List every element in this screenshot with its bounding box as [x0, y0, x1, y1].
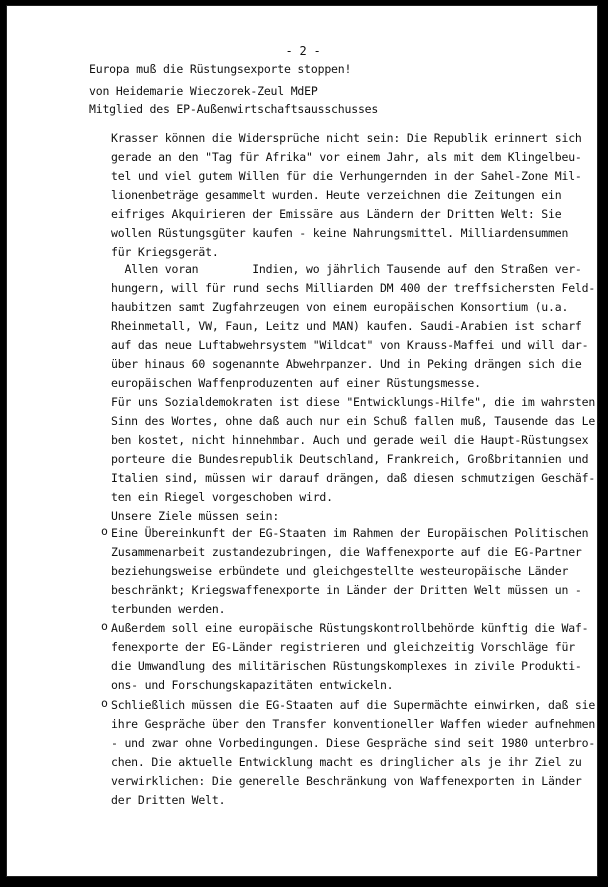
text-line: ons- und Forschungskapazitäten entwickeln.: [111, 678, 394, 692]
text-line: hungern, will für rund sechs Milliarden DM 400 der treffsichersten Feld-: [111, 281, 596, 295]
text-line: terbunden werden.: [111, 602, 226, 616]
text-line: eifriges Akquirieren der Emissäre aus Ländern der Dritten Welt: Sie: [111, 207, 562, 221]
text-line: ihre Gespräche über den Transfer konventioneller Waffen wieder aufnehmen: [111, 717, 596, 731]
bullet-marker: o: [101, 696, 108, 710]
paragraph-intro: [111, 129, 582, 262]
text-line: haubitzen samt Zugfahrzeugen von einem europäischen Konsortium (u.a.: [111, 300, 569, 314]
text-line: beschränkt; Kriegswaffenexporte in Länder der Dritten Welt müssen un -: [111, 583, 582, 597]
text-line: Für uns Sozialdemokraten ist diese "Entwicklungs-Hilfe", die im wahrsten: [111, 395, 596, 409]
text-line: gerade an den "Tag für Afrika" vor einem Jahr, als mit dem Klingelbeu-: [111, 150, 582, 164]
text-line: - und zwar ohne Vorbedingungen. Diese Gespräche sind seit 1980 unterbro-: [111, 736, 596, 750]
text-line: fenexporte der EG-Länder registrieren und gleichzeitig Vorschläge für: [111, 640, 575, 654]
text-line: Außerdem soll eine europäische Rüstungskontrollbehörde künftig die Waf-: [111, 621, 589, 635]
article-title: Europa muß die Rüstungsexporte stoppen!: [89, 62, 352, 76]
text-line: Krasser können die Widersprüche nicht sein: Die Republik erinnert sich: [111, 131, 582, 145]
text-line: beziehungsweise erbündete und gleichgestellte westeuropäische Länder: [111, 564, 569, 578]
text-line: chen. Die aktuelle Entwicklung macht es dringlicher als je ihr Ziel zu: [111, 755, 582, 769]
bullet-marker: o: [101, 619, 108, 633]
text-line: porteure die Bundesrepublik Deutschland, Frankreich, Großbritannien und: [111, 452, 589, 466]
text-line: lionenbeträge gesammelt wurden. Heute verzeichnen die Zeitungen ein: [111, 188, 562, 202]
text-line: tel und viel gutem Willen für die Verhungernden in der Sahel-Zone Mil-: [111, 169, 582, 183]
text-line: wollen Rüstungsgüter kaufen - keine Nahrungsmittel. Milliardensummen: [111, 226, 569, 240]
text-line: verwirklichen: Die generelle Beschränkung von Waffenexporten in Länder: [111, 774, 582, 788]
text-line: Sinn des Wortes, ohne daß auch nur ein Schuß fallen muß, Tausende das Le-: [111, 414, 602, 428]
text-line: Zusammenarbeit zustandezubringen, die Waffenexporte auf die EG-Partner: [111, 545, 582, 559]
bullet-marker: o: [101, 524, 108, 538]
text-line: Italien sind, müssen wir darauf drängen, daß diesen schmutzigen Geschäf-: [111, 471, 596, 485]
text-line: für Kriegsgerät.: [111, 245, 219, 259]
bullet-item-2: [101, 619, 589, 695]
text-line: Rheinmetall, VW, Faun, Leitz und MAN) kaufen. Saudi-Arabien ist scharf: [111, 319, 582, 333]
text-line: Schließlich müssen die EG-Staaten auf die Supermächte einwirken, daß sie: [111, 698, 596, 712]
text-line: Allen voran Indien, wo jährlich Tausende auf den Straßen ver-: [111, 262, 582, 276]
author-role: Mitglied des EP-Außenwirtschaftsausschusses: [89, 102, 379, 116]
paragraph-arms-deals: [111, 260, 602, 526]
text-line: der Dritten Welt.: [111, 793, 226, 807]
page-number: - 2 -: [285, 44, 321, 58]
text-line: die Umwandlung des militärischen Rüstungskomplexes in zivile Produkti-: [111, 659, 582, 673]
bullet-item-3: [101, 696, 596, 810]
typed-page: [6, 5, 602, 877]
author-line: von Heidemarie Wieczorek-Zeul MdEP: [89, 84, 318, 98]
text-line: über hinaus 60 sogenannte Abwehrpanzer. Und in Peking drängen sich die: [111, 357, 582, 371]
bullet-item-1: [101, 524, 589, 619]
text-line: Unsere Ziele müssen sein:: [111, 509, 280, 523]
text-line: auf das neue Luftabwehrsystem "Wildcat" von Krauss-Maffei und will dar-: [111, 338, 589, 352]
text-line: Eine Übereinkunft der EG-Staaten im Rahmen der Europäischen Politischen: [111, 526, 589, 540]
text-line: ben kostet, nicht hinnehmbar. Auch und gerade weil die Haupt-Rüstungsex -: [111, 433, 602, 447]
text-line: ten ein Riegel vorgeschoben wird.: [111, 490, 333, 504]
text-line: europäischen Waffenproduzenten auf einer Rüstungsmesse.: [111, 376, 481, 390]
